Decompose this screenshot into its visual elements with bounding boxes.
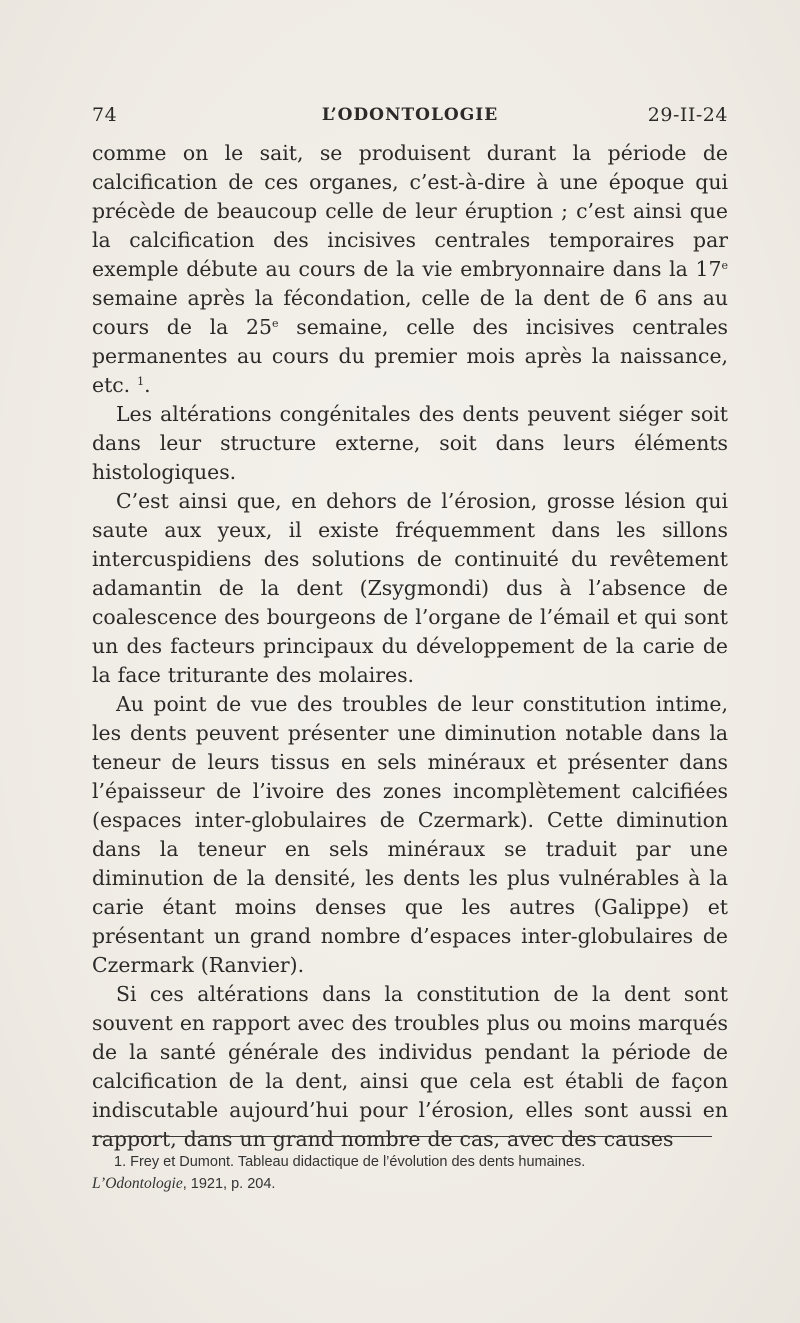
page-number: 74	[92, 104, 118, 126]
ordinal-superscript: e	[272, 317, 279, 330]
footnote-reference[interactable]: 1	[137, 375, 145, 388]
footnote-divider	[92, 1136, 712, 1137]
footnote-source-details: , 1921, p. 204.	[182, 1176, 276, 1192]
footnote-number: 1.	[114, 1154, 127, 1170]
footnote	[92, 1152, 728, 1195]
paragraph-3: C’est ainsi que, en dehors de l’érosion, grosse lésion qui saute aux yeux, il existe fréquemment dans les sillons intercuspidiens des solutions de continuité du revêtement adamantin de la dent (Zsygmondi) dus à l’absence de coalescence des bourgeons de l’organe de l’émail et qui sont un des facteurs principaux du développement de la carie de la face triturante des molaires.	[92, 489, 728, 687]
paragraph-1: comme on le sait, se produisent durant la période de calcification de ces organes, c’est-à-dire à une époque qui précède de beaucoup celle de leur éruption ; c’est ainsi que la calcification des incisives centrales temporaires par exemple débute au cours de la vie embryonnaire dans la 17e semaine après la fécondation, celle de la dent de 6 ans au cours de la 25e semaine, celle des incisives centrales permanentes au cours du premier mois après la naissance, etc. $^1$.	[92, 141, 729, 397]
running-header	[92, 100, 728, 130]
ordinal-superscript: e	[721, 259, 728, 272]
issue-date: 29-II-24	[647, 104, 728, 126]
paragraph-4: Au point de vue des troubles de leur constitution intime, les dents peuvent présenter une diminution notable dans la teneur de leurs tissus en sels minéraux et présenter dans l’épaisseur de l’ivoire des zones incomplètement calcifiées (espaces inter-globulaires de Czermark). Cette diminution dans la teneur en sels minéraux se traduit par une diminution de la densité, les dents les plus vulnérables à la carie étant moins denses que les autres (Galippe) et présentant un grand nombre d’espaces inter-globulaires de Czermark (Ranvier).	[92, 692, 728, 977]
journal-title: L’ODONTOLOGIE	[321, 105, 499, 125]
footnote-text: Frey et Dumont. Tableau didactique de l’évolution des dents humaines.	[130, 1154, 586, 1170]
paragraph-5: Si ces altérations dans la constitution de la dent sont souvent en rapport avec des troubles plus ou moins marqués de la santé générale des individus pendant la période de calcification de la dent, ainsi que cela est établi de façon indiscutable aujourd’hui pour l’érosion, elles sont aussi en rapport, dans un grand nombre de cas, avec des causes	[92, 982, 728, 1151]
paragraph-2: Les altérations congénitales des dents peuvent siéger soit dans leur structure externe, soit dans leurs éléments histologiques.	[92, 402, 728, 484]
footnote-source-title: L’Odontologie	[92, 1175, 183, 1192]
main-text	[92, 139, 728, 1154]
